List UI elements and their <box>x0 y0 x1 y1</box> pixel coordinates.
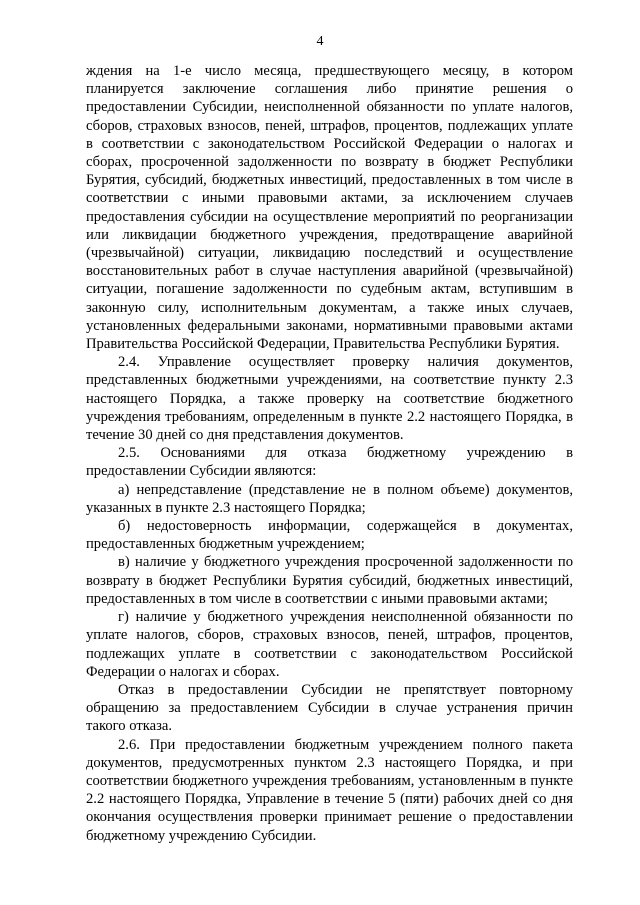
list-item-a: а) непредставление (представление не в полном объеме) документов, указанных в пункте 2.3 настоящего Порядка; <box>86 481 573 516</box>
paragraph-2-4: 2.4. Управление осуществляет проверку наличия документов, представленных бюджетными учреждениями, на соответствие пункту 2.3 настоящего Порядка, а также проверку на соответствие бюджетного учреждения требованиям, определенным в пункте 2.2 настоящего Порядка, в течение 30 дней со дня представления документов. <box>86 354 573 444</box>
paragraph-2-5: 2.5. Основаниями для отказа бюджетному учреждению в предоставлении Субсидии являются: <box>86 445 573 480</box>
list-item-b: б) недостоверность информации, содержащейся в документах, предоставленных бюджетным учреждением; <box>86 518 573 553</box>
list-item-v: в) наличие у бюджетного учреждения просроченной задолженности по возврату в бюджет Республики Бурятия субсидий, бюджетных инвестиций, предоставленных в том числе в соответствии с иными правовыми актами; <box>86 554 573 607</box>
paragraph-2-6: 2.6. При предоставлении бюджетным учреждением полного пакета документов, предусмотренных пунктом 2.3 настоящего Порядка, и при соответствии бюджетного учреждения требованиям, установленным в пункте 2.2 настоящего Порядка, Управление в течение 5 (пяти) рабочих дней со дня окончания осуществления проверки принимает решение о предоставлении бюджетному учреждению Субсидии. <box>86 736 573 844</box>
paragraph-continuation: ждения на 1-е число месяца, предшествующего месяцу, в котором планируется заключение соглашения либо принятие решения о предоставлении Субсидии, неисполненной обязанности по уплате налогов, сборов, страховых взносов, пеней, штрафов, процентов, подлежащих уплате в соответствии с законодательством Российской Федерации о налогах и сборах, просроченной задолженности по возврату в бюджет Республики Бурятия, субсидий, бюджетных инвестиций, предоставленных в том числе в соответствии с иными правовыми актами, за исключением случаев предоставления субсидии на осуществление мероприятий по реорганизации или ликвидации бюджетного учреждения, предотвращение аварийной (чрезвычайной) ситуации, ликвидацию последствий и осуществление восстановительных работ в случае наступления аварийной (чрезвычайной) ситуации, погашение задолженности по судебным актам, вступившим в законную силу, исполнительным документам, а также иных случаев, установленных федеральными законами, нормативными правовыми актами Правительства Российской Федерации, Правительства Республики Бурятия. <box>86 63 573 353</box>
page-number: 4 <box>316 34 324 49</box>
document-body <box>86 62 573 845</box>
paragraph-refusal: Отказ в предоставлении Субсидии не препятствует повторному обращению за предоставлением Субсидии в случае устранения причин такого отказа. <box>86 681 573 735</box>
list-item-g: г) наличие у бюджетного учреждения неисполненной обязанности по уплате налогов, сборов, страховых взносов, пеней, штрафов, процентов, подлежащих уплате в соответствии с законодательством Российской Федерации о налогах и сборах. <box>86 609 573 680</box>
